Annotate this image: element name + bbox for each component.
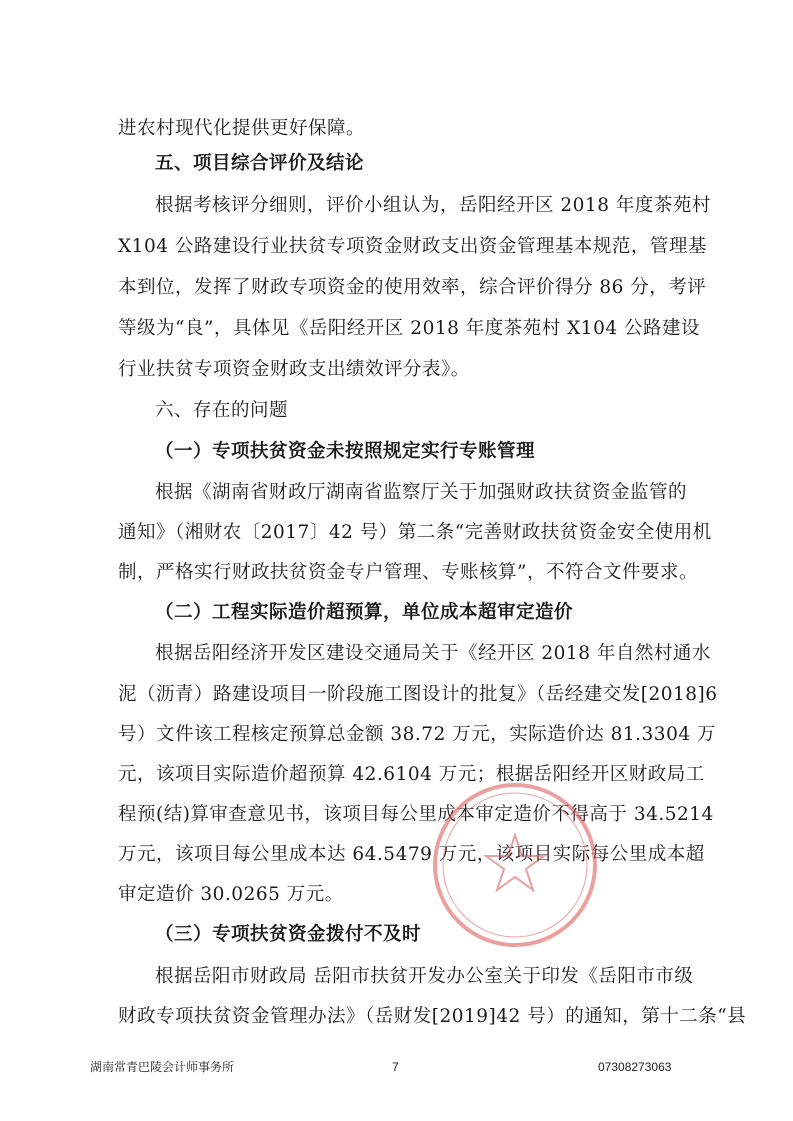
paragraph-line: 本到位，发挥了财政专项资金的使用效率，综合评价得分 86 分，考评 [118, 277, 707, 298]
paragraph-line: 制，严格实行财政扶贫资金专户管理、专账核算”，不符合文件要求。 [118, 562, 698, 583]
paragraph-line: 万元，该项目每公里成本达 64.5479 万元，该项目实际每公里成本超 [118, 844, 705, 865]
paragraph-line: 财政专项扶贫资金管理办法》（岳财发[2019]42 号）的通知，第十二条“县 [118, 1006, 747, 1027]
paragraph-line: 根据考核评分细则，评价小组认为，岳阳经开区 2018 年度茶苑村 [155, 195, 711, 216]
paragraph-line: X104 公路建设行业扶贫专项资金财政支出资金管理基本规范，管理基 [118, 236, 707, 257]
paragraph-line: 审定造价 30.0265 万元。 [118, 884, 344, 905]
paragraph-line: 元，该项目实际造价超预算 42.6104 万元；根据岳阳经开区财政局工 [118, 764, 705, 785]
paragraph-line: 号）文件该工程核定预算总金额 38.72 万元，实际造价达 81.3304 万 [118, 724, 716, 745]
paragraph-line: 进农村现代化提供更好保障。 [118, 118, 366, 139]
paragraph-line: 行业扶贫专项资金财政支出绩效评分表》。 [118, 359, 470, 380]
subsection-heading-1: （一）专项扶贫资金未按照规定实行专账管理 [155, 441, 536, 462]
paragraph-line: 等级为“良”，具体见《岳阳经开区 2018 年度茶苑村 X104 公路建设 [118, 318, 701, 339]
paragraph-line: 根据岳阳市财政局 岳阳市扶贫开发办公室关于印发《岳阳市市级 [155, 966, 694, 987]
subsection-heading-2: （二）工程实际造价超预算，单位成本超审定造价 [155, 602, 574, 623]
paragraph-line: 根据《湖南省财政厅湖南省监察厅关于加强财政扶贫资金监管的 [155, 482, 688, 503]
section-heading-5: 五、项目综合评价及结论 [155, 153, 365, 174]
footer-page-number: 7 [392, 1060, 399, 1074]
paragraph-line: 泥（沥青）路建设项目一阶段施工图设计的批复》（岳经建交发[2018]6 [118, 684, 718, 705]
footer-phone: 07308273063 [598, 1060, 672, 1074]
footer-firm-name: 湖南常青巴陵会计师事务所 [90, 1060, 235, 1074]
section-heading-6: 六、存在的问题 [155, 400, 289, 421]
paragraph-line: 通知》（湘财农〔2017〕42 号）第二条“完善财政扶贫资金安全使用机 [118, 522, 712, 543]
paragraph-line: 程预(结)算审查意见书，该项目每公里成本审定造价不得高于 34.5214 [118, 804, 714, 825]
paragraph-line: 根据岳阳经济开发区建设交通局关于《经开区 2018 年自然村通水 [155, 643, 711, 664]
subsection-heading-3: （三）专项扶贫资金拨付不及时 [155, 924, 422, 945]
